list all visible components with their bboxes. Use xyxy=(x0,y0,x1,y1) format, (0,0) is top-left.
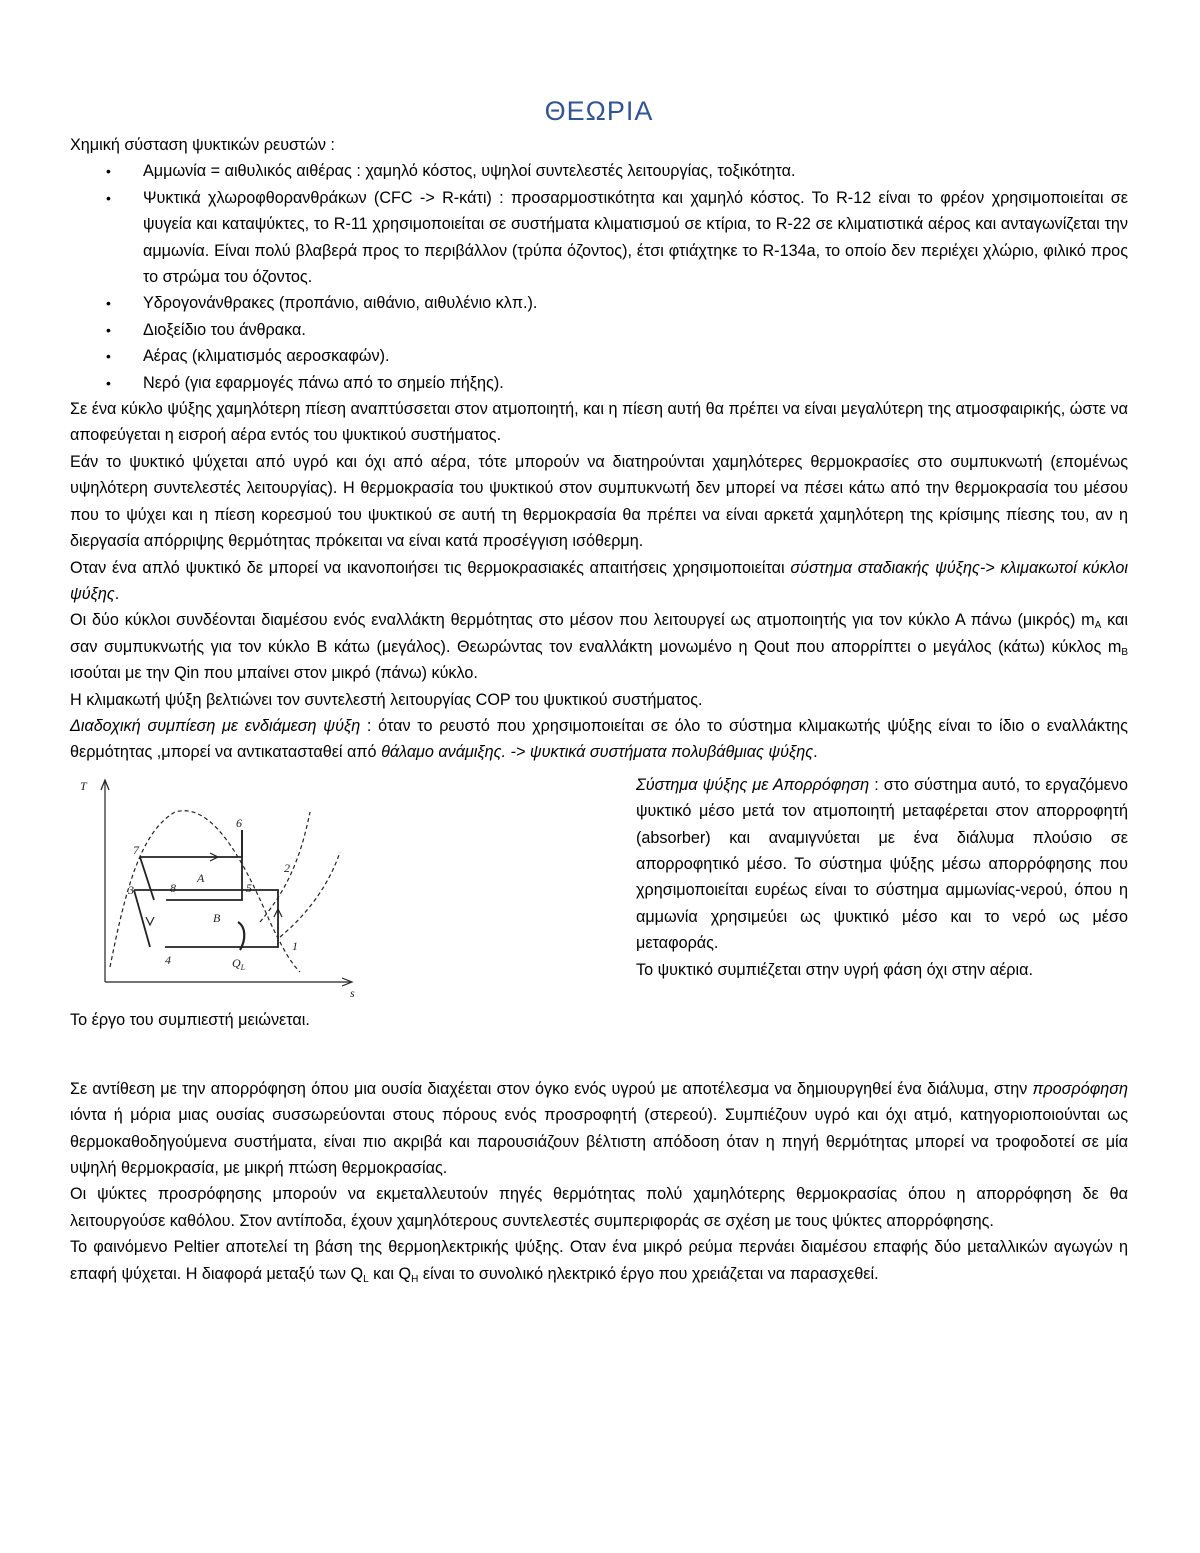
point-label: 3 xyxy=(128,882,134,897)
point-label: 5 xyxy=(246,880,252,895)
list-item: • Αμμωνία = αιθυλικός αιθέρας : χαμηλό κόστος, υψηλοί συντελεστές λειτουργίας, τοξικότητα. xyxy=(70,158,1128,184)
cycle-b-bottom xyxy=(165,932,278,947)
bullet-icon: • xyxy=(106,189,111,206)
list-item: • Αέρας (κλιματισμός αεροσκαφών). xyxy=(70,343,1128,369)
ts-diagram-figure xyxy=(70,772,370,1050)
cycle-b-left xyxy=(134,890,150,947)
ts-diagram xyxy=(70,772,370,997)
paragraph-cop: Η κλιμακωτή ψύξη βελτιώνει τον συντελεστή λειτουργίας COP του ψυκτικού συστήματος. xyxy=(70,690,703,709)
list-item: • Διοξείδιο του άνθρακα. xyxy=(70,317,1128,343)
page-title: ΘΕΩΡΙΑ xyxy=(544,96,654,126)
point-label: 6 xyxy=(236,815,242,830)
bullet-icon: • xyxy=(106,163,111,180)
paragraph-absorption: Σύστημα ψύξης με Απορρόφηση : στο σύστημα αυτό, το εργαζόμενο ψυκτικό μέσο μετά τον ατμοποιητή μεταφέρεται στον απορροφητή (absorber) και αναμιγνύεται με ένα διάλυμα πλούσιο σε απορροφητικό μέσο. Το σύστημα ψύξης μέσω απορρόφησης που χρησιμοποιείται ευρέως είναι το σύστημα αμμωνίας-νερού, όπου η αμμωνία χρησιμεύει ως ψυκτικό μέσο και το νερό ως μέσο μεταφοράς. xyxy=(636,775,1128,953)
flow-arrow-down xyxy=(146,917,154,925)
bullet-icon: • xyxy=(106,348,111,365)
absorption-column xyxy=(636,772,1128,983)
paragraph-condenser: Εάν το ψυκτικό ψύχεται από υγρό και όχι από αέρα, τότε μπορούν να διατηρούνται χαμηλότερες θερμοκρασίες στο συμπυκνωτή (επομένως υψηλότερη συντελεστές λειτουργίας). Η θερμοκρασία του ψυκτικού στον συμπυκνωτή δεν μπορεί να πέσει κάτω από την θερμοκρασία του μέσου που το ψύχει και η πίεση κορεσμού του ψυκτικού σε αυτή τη θερμοκρασία θα πρέπει να είναι αρκετά χαμηλότερη της κρίσιμης πίεσης του, αν η διεργασία απόρριψης θερμότητας πρόκειται να είναι κατά προσέγγιση ισόθερμη. xyxy=(70,452,1128,551)
document-page xyxy=(70,92,1128,1287)
list-item: • Νερό (για εφαρμογές πάνω από το σημείο πήξης). xyxy=(70,370,1128,396)
list-item: • Υδρογονάνθρακες (προπάνιο, αιθάνιο, αιθυλένιο κλπ.). xyxy=(70,290,1128,316)
cycle-b-top xyxy=(134,890,278,932)
section-heading: Χημική σύσταση ψυκτικών ρευστών : xyxy=(70,136,335,154)
bullet-icon: • xyxy=(106,321,111,338)
point-label: 1 xyxy=(292,938,298,953)
cycle-a-top xyxy=(140,830,242,857)
point-label: 7 xyxy=(133,842,139,857)
heat-label: $Q_L$ xyxy=(232,955,246,972)
figure-section xyxy=(70,772,1128,1050)
axis-label-s: s xyxy=(350,985,355,997)
paragraph-pressure: Σε ένα κύκλο ψύξης χαμηλότερη πίεση αναπτύσσεται στον ατμοποιητή, και η πίεση αυτή θα πρέπει να είναι μεγαλύτερη της ατμοσφαιρικής, ώστε να αποφεύγεται η εισροή αέρα εντός του ψυκτικού συστήματος. xyxy=(70,400,1128,445)
list-item: • Ψυκτικά χλωροφθορανθράκων (CFC -> R-κάτι) : προσαρμοστικότητα και χαμηλό κόστος. Το R-12 είναι το φρέον χρησιμοποιείται σε ψυγεία και καταψύκτες, το R-11 χρησιμοποιείται σε συστήματα κλιματισμού σε κτίρια, το R-22 σε κλιματιστικά αέρος και ανταγωνίζεται την αμμωνία. Είναι πολύ βλαβερά προς το περιβάλλον (τρύπα όζοντος), έτσι φτιάχτηκε το R-134a, το οποίο δεν περιέχει χλώριο, φιλικό προς το στρώμα του όζοντος. xyxy=(70,185,1128,291)
paragraph-liquid-compression: Το ψυκτικό συμπιέζεται στην υγρή φάση όχι στην αέρια. xyxy=(636,960,1033,979)
paragraph-adsorption: Σε αντίθεση με την απορρόφηση όπου μια ουσία διαχέεται στον όγκο ενός υγρού με αποτέλεσμα να δημιουργηθεί ένα διάλυμα, στην προσρόφηση ιόντα ή μόρια μιας ουσίας συσσωρεύονται στους πόρους ενός προσροφητή (στερεού). Συμπιέζουν υγρό και όχι ατμό, κατηγοριοποιούνται ως θερμοκαθοδηγούμενα συστήματα, είναι πιο ακριβά και παρουσιάζουν βέλτιστη απόδοση όταν η πηγή θερμότητας μπορεί να τροφοδοτεί σε μία υψηλή θερμοκρασία, με μικρή πτώση θερμοκρασίας. xyxy=(70,1079,1128,1177)
paragraph-cascade: Οταν ένα απλό ψυκτικό δε μπορεί να ικανοποιήσει τις θερμοκρασιακές απαιτήσεις χρησιμοποιείται σύστημα σταδιακής ψύξης-> κλιμακωτοί κύκλοι ψύξης. xyxy=(70,558,1128,603)
point-label: 4 xyxy=(165,952,171,967)
bullet-icon: • xyxy=(106,295,111,312)
refrigerant-list xyxy=(70,158,1128,396)
region-label-a: A xyxy=(197,870,205,885)
heat-in-arrow xyxy=(238,922,244,950)
spacer xyxy=(70,1050,1128,1076)
paragraph-adsorption-chillers: Οι ψύκτες προσρόφησης μπορούν να εκμεταλλευτούν πηγές θερμότητας πολύ χαμηλότερης θερμοκρασίας όπου η απορρόφηση δε θα λειτουργούσε καθόλου. Στον αντίποδα, έχουν χαμηλότερους συντελεστές συμπεριφοράς σε σχέση με τους ψύκτες απορρόφησης. xyxy=(70,1185,1128,1230)
region-label-b: B xyxy=(213,910,221,925)
point-label: 8 xyxy=(170,880,176,895)
paragraph-multistage: Διαδοχική συμπίεση με ενδιάμεση ψύξη : όταν το ρευστό που χρησιμοποιείται σε όλο το σύστημα κλιμακωτής ψύξης είναι το ίδιο ο εναλλάκτης θερμότητας ,μπορεί να αντικατασταθεί από θάλαμο ανάμιξης. -> ψυκτικά συστήματα πολυβάθμιας ψύξης. xyxy=(70,716,1128,762)
point-label: 2 xyxy=(284,860,290,875)
cycle-a-left xyxy=(140,857,154,900)
axis-label-t: T xyxy=(80,778,87,793)
bullet-icon: • xyxy=(106,374,111,391)
paragraph-heat-exchanger: Οι δύο κύκλοι συνδέονται διαμέσου ενός εναλλάκτη θερμότητας στο μέσον που λειτουργεί ως ατμοποιητής για τον κύκλο Α πάνω (μικρός) $m_A$ και σαν συμπυκνωτής για τον κύκλο Β κάτω (μεγάλος). Θεωρώντας τον εναλλάκτη μονωμένο η Qout που απορρίπτει ο μεγάλος (κάτω) κύκλος $m_B$ ισούται με την Qin που μπαίνει στον μικρό (πάνω) κύκλο. xyxy=(70,611,1128,683)
paragraph-peltier: Το φαινόμενο Peltier αποτελεί τη βάση της θερμοηλεκτρικής ψύξης. Οταν ένα μικρό ρεύμα περνάει διαμέσου επαφής δύο μεταλλικών αγωγών η επαφή ψύχεται. Η διαφορά μεταξύ των $Q_L$ και $Q_H$ είναι το συνολικό ηλεκτρικό έργο που χρειάζεται να παρασχεθεί. xyxy=(70,1238,1128,1285)
figure-caption: Το έργο του συμπιεστή μειώνεται. xyxy=(70,1010,310,1029)
